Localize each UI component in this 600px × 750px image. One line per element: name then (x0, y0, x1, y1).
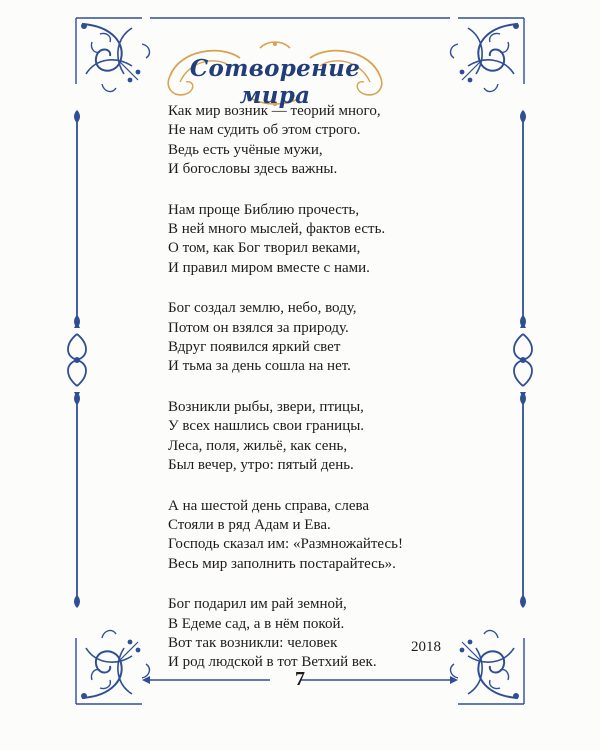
stanza (168, 102, 468, 180)
poem-line: Господь сказал им: «Размножайтесь! (168, 536, 403, 553)
stanza (168, 201, 468, 279)
poem-line: Весь мир заполнить постарайтесь». (168, 555, 396, 572)
poem-line: Бог создал землю, небо, воду, (168, 300, 357, 317)
poem-line: Потом он взялся за природу. (168, 319, 349, 336)
poem-line: И род людской в тот Ветхий век. (168, 654, 377, 671)
poem-line: О том, как Бог творил веками, (168, 240, 361, 257)
poem-line: И богословы здесь важны. (168, 161, 338, 178)
poem-line: Бог подарил им рай земной, (168, 596, 347, 613)
stanza (168, 299, 468, 377)
poem-line: Вот так возникли: человек (168, 634, 338, 651)
poem-line: Стояли в ряд Адам и Ева. (168, 516, 331, 533)
poem-line: И тьма за день сошла на нет. (168, 358, 351, 375)
poem-line: Возникли рыбы, звери, птицы, (168, 398, 364, 415)
stanza (168, 497, 468, 575)
poem-line: Как мир возник — теорий много, (168, 103, 381, 119)
poem-line: В ней много мыслей, фактов есть. (168, 221, 386, 238)
page-number: 7 (295, 668, 305, 690)
stanza (168, 398, 468, 476)
poem-line: И правил миром вместе с нами. (168, 259, 370, 276)
poem-year: 2018 (411, 639, 441, 655)
poem-line: Вдруг появился яркий свет (168, 339, 341, 356)
poem-line: В Едеме сад, а в нём покой. (168, 615, 345, 632)
poem-line: У всех нашлись свои границы. (168, 418, 365, 435)
poem-line: Не нам судить об этом строго. (168, 122, 361, 139)
poem-line: Был вечер, утро: пятый день. (168, 457, 354, 474)
poem-line: Нам проще Библию прочесть, (168, 201, 360, 218)
poem-body (168, 102, 468, 694)
poem-title: Сотворение мира (189, 55, 361, 109)
poem-line: Леса, поля, жильё, как сень, (168, 437, 348, 454)
poem-line: А на шестой день справа, слева (168, 497, 370, 514)
stanza (168, 595, 468, 673)
poem-line: Ведь есть учёные мужи, (168, 141, 323, 158)
